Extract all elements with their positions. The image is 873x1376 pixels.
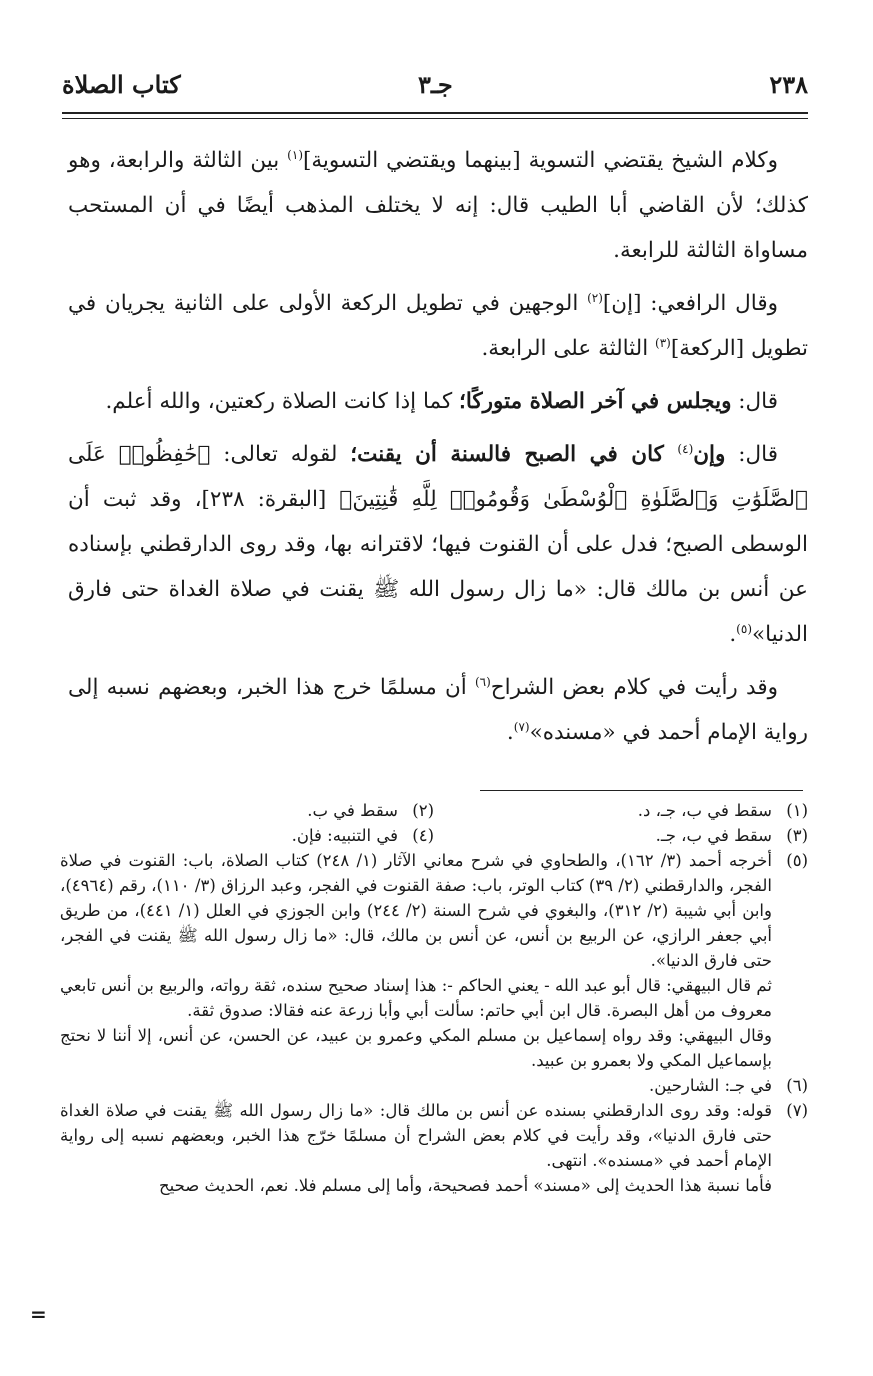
footnote-7: (٧) قوله: وقد روى الدارقطني بسنده عن أنس بن مالك قال: «ما زال رسول الله ﷺ يقنت في صلاة الغداة حتى فارق الدنيا»، وقد رأيت في كلام بعض الشراح أن مسلمًا خرّج هذا الخبر، وبعضهم نسبه إلى رواية الإمام أحمد في «مسنده». انتهى. فأما نسبة هذا الحديث إلى «مسند» أحمد فصحيحة، وأما إلى مسلم فلا. نعم، الحديث صحيح xyxy=(60,1101,808,1195)
volume-label: جـ٣ xyxy=(418,70,453,99)
footnote-ref-1[interactable]: (١) xyxy=(287,147,303,162)
paragraph-3: قال: ويجلس في آخر الصلاة متوركًا؛ كما إذا كانت الصلاة ركعتين، والله أعلم. xyxy=(105,389,778,414)
footnote-ref-5[interactable]: (٥) xyxy=(736,621,752,636)
footnote-row xyxy=(60,823,808,848)
book-title: كتاب الصلاة xyxy=(62,70,181,99)
page-number: ٢٣٨ xyxy=(769,70,808,99)
matn-text: وإن xyxy=(693,442,726,467)
paragraph-5: وقد رأيت في كلام بعض الشراح$^{(٦)}$ أن مسلمًا خرج هذا الخبر، وبعضهم نسبه إلى رواية الإمام أحمد في «مسنده»$^{(٧)}$. xyxy=(68,674,808,745)
footnote-row xyxy=(60,798,808,823)
footnote-ref-3[interactable]: (٣) xyxy=(655,335,671,350)
footnote-5: (٥) أخرجه أحمد (٣/ ١٦٢)، والطحاوي في شرح معاني الآثار (١/ ٢٤٨) كتاب الصلاة، باب: القنوت في صلاة الفجر، والدارقطني (٢/ ٣٩) كتاب الوتر، باب: صفة القنوت في الفجر، وعبد الرزاق (٣/ ١١٠)، رقم (٤٩٦٤)، وابن أبي شيبة (٢/ ٣١٢)، والبغوي في شرح السنة (٢/ ٢٤٤) وابن الجوزي في العلل (١/ ٤٤١)، من طريق أبي جعفر الرازي، عن الربيع بن أنس، عن أنس بن مالك، قال: «ما زال رسول الله ﷺ يقنت في الفجر، حتى فارق الدنيا». ثم قال البيهقي: قال أبو عبد الله - يعني الحاكم -: هذا إسناد صحيح سنده، ثقة رواته، والربيع بن أنس تابعي معروف من أهل البصرة. قال ابن أبي حاتم: سألت أبي وأبا زرعة عنه فقالا: صدوق ثقة. وقال البيهقي: وقد رواه إسماعيل بن مسلم المكي وعمرو بن عبيد، عن الحسن، عن أنس، إلا أننا لا نحتج بإسماعيل المكي ولا بعمرو بن عبيد. xyxy=(60,851,808,1070)
footnote-6: (٦) في جـ: الشارحين. xyxy=(648,1076,808,1095)
page-header xyxy=(62,70,808,106)
footnote-ref-6[interactable]: (٦) xyxy=(474,674,491,689)
matn-text: كان في الصبح فالسنة أن يقنت؛ xyxy=(350,442,678,467)
matn-text: ويجلس في آخر الصلاة متوركًا؛ xyxy=(459,389,732,414)
paragraph-4: قال: وإن$^{(٤)}$ كان في الصبح فالسنة أن يقنت؛ لقوله تعالى: ﴿حَٰفِظُوا۟ عَلَى ٱلصَّلَوَٰتِ وَٱلصَّلَوٰةِ ٱلْوُسْطَىٰ وَقُومُوا۟ لِلَّهِ قَٰنِتِينَ﴾ [البقرة: ٢٣٨]، وقد ثبت أن الوسطى الصبح؛ فدل على أن القنوت فيها؛ لاقترانه بها، وقد روى الدارقطني بإسناده عن أنس بن مالك قال: «ما زال رسول الله ﷺ يقنت في صلاة الغداة حتى فارق الدنيا»$^{(٥)}$. xyxy=(68,441,808,647)
footnote-ref-2[interactable]: (٢) xyxy=(587,290,603,305)
header-rule-thin xyxy=(62,118,808,119)
footnote-1: (١) سقط في ب، جـ، د. xyxy=(637,801,808,820)
footnote-4: (٤) في التنبيه: فإن. xyxy=(291,826,434,845)
footnote-separator xyxy=(480,790,803,791)
footnote-ref-4[interactable]: (٤) xyxy=(677,441,694,456)
main-text xyxy=(68,138,808,763)
paragraph-2: وقال الرافعي: [إن]$^{(٢)}$ الوجهين في تطويل الركعة الأولى على الثانية يجريان في تطويل [الركعة]$^{(٣)}$ الثالثة على الرابعة. xyxy=(68,290,808,361)
header-rule-thick xyxy=(62,112,808,114)
footnotes xyxy=(60,798,808,1198)
paragraph-1: وكلام الشيخ يقتضي التسوية [بينهما ويقتضي التسوية]$^{(١)}$ بين الثالثة والرابعة، وهو كذلك؛ لأن القاضي أبا الطيب قال: إنه لا يختلف المذهب أيضًا في أن المستحب مساواة الثالثة للرابعة. xyxy=(68,147,808,263)
continuation-mark: = xyxy=(30,1302,47,1326)
footnote-3: (٣) سقط في ب، جـ. xyxy=(655,826,808,845)
footnote-2: (٢) سقط في ب. xyxy=(307,801,434,820)
footnote-ref-7[interactable]: (٧) xyxy=(513,719,530,734)
